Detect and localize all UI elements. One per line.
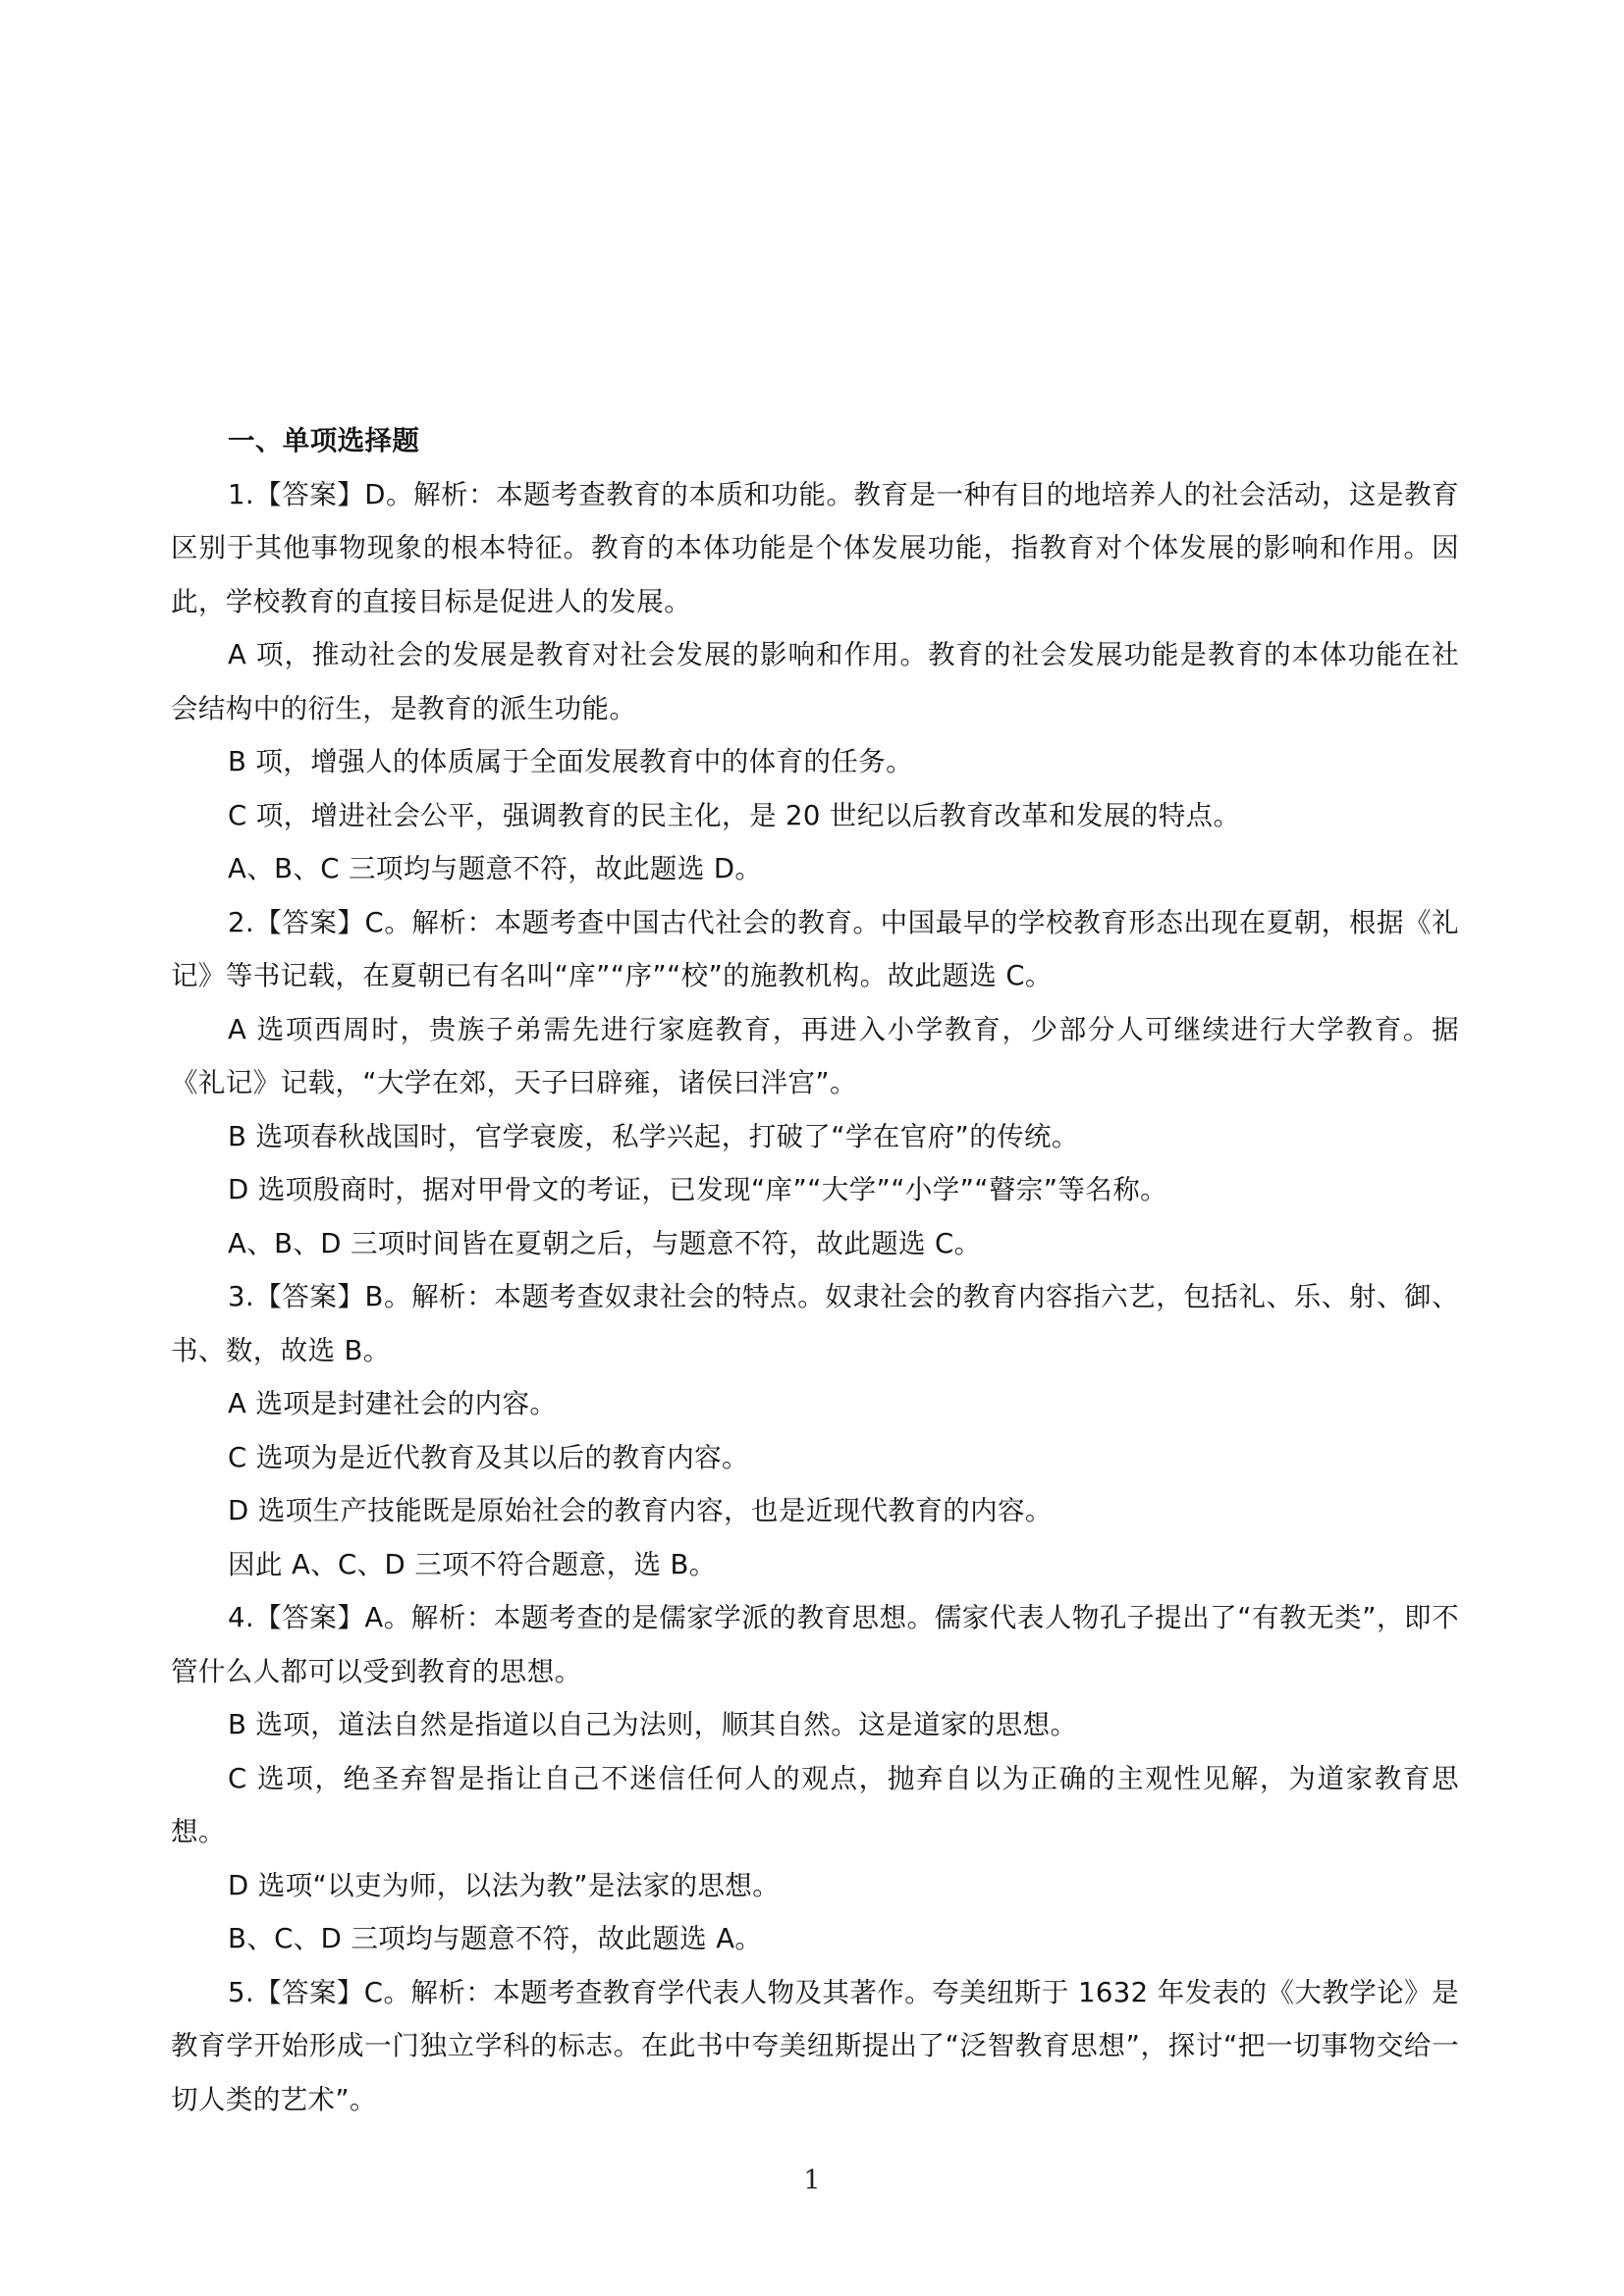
q1-answer: 1.【答案】D。解析：本题考查教育的本质和功能。教育是一种有目的地培养人的社会活动，这是教育区别于其他事物现象的根本特征。教育的本体功能是个体发展功能，指教育对个体发展的影响和作用。因此，学校教育的直接目标是促进人的发展。 [171,478,1459,617]
section-title: 一、单项选择题 [228,425,420,456]
q3-answer: 3.【答案】B。解析：本题考查奴隶社会的特点。奴隶社会的教育内容指六艺，包括礼、乐、射、御、书、数，故选 B。 [171,1281,1459,1366]
q5-answer: 5.【答案】C。解析：本题考查教育学代表人物及其著作。夸美纽斯于 1632 年发表的《大教学论》是教育学开始形成一门独立学科的标志。在此书中夸美纽斯提出了“泛智教育思想”，探讨“把一切事物交给一切人类的艺术”。 [171,1976,1459,2115]
q4-conclusion: B、C、D 三项均与题意不符，故此题选 A。 [228,1923,763,1954]
page-number: 1 [803,2165,821,2196]
q1-option-c: C 项，增进社会公平，强调教育的民主化，是 20 世纪以后教育改革和发展的特点。 [228,799,1241,831]
q4-option-b: B 选项，道法自然是指道以自己为法则，顺其自然。这是道家的思想。 [228,1709,1078,1740]
q2-option-a: A 选项西周时，贵族子弟需先进行家庭教育，再进入小学教育，少部分人可继续进行大学教育。据《礼记》记载，“大学在郊，天子曰辟雍，诸侯曰泮宫”。 [171,1013,1459,1098]
q2-answer: 2.【答案】C。解析：本题考查中国古代社会的教育。中国最早的学校教育形态出现在夏朝，根据《礼记》等书记载，在夏朝已有名叫“庠”“序”“校”的施教机构。故此题选 C。 [171,906,1459,991]
q2-option-b: B 选项春秋战国时，官学衰废，私学兴起，打破了“学在官府”的传统。 [228,1120,1079,1152]
q3-option-a: A 选项是封建社会的内容。 [228,1388,558,1419]
q4-option-c: C 选项，绝圣弃智是指让自己不迷信任何人的观点，抛弃自以为正确的主观性见解，为道家教育思想。 [171,1762,1459,1847]
q3-conclusion: 因此 A、C、D 三项不符合题意，选 B。 [228,1548,717,1580]
q1-option-b: B 项，增强人的体质属于全面发展教育中的体育的任务。 [228,746,914,777]
q2-option-d: D 选项殷商时，据对甲骨文的考证，已发现“庠”“大学”“小学”“瞽宗”等名称。 [228,1174,1167,1205]
answer-content [171,414,1459,2126]
q1-option-a: A 项，推动社会的发展是教育对社会发展的影响和作用。教育的社会发展功能是教育的本体功能在社会结构中的衍生，是教育的派生功能。 [171,639,1459,724]
q4-answer: 4.【答案】A。解析：本题考查的是儒家学派的教育思想。儒家代表人物孔子提出了“有教无类”，即不管什么人都可以受到教育的思想。 [171,1602,1459,1687]
q4-option-d: D 选项“以吏为师，以法为教”是法家的思想。 [228,1869,781,1901]
q2-conclusion: A、B、D 三项时间皆在夏朝之后，与题意不符，故此题选 C。 [228,1227,982,1259]
q3-option-d: D 选项生产技能既是原始社会的教育内容，也是近现代教育的内容。 [228,1495,1053,1526]
q3-option-c: C 选项为是近代教育及其以后的教育内容。 [228,1441,749,1473]
q1-conclusion: A、B、C 三项均与题意不符，故此题选 D。 [228,853,763,884]
